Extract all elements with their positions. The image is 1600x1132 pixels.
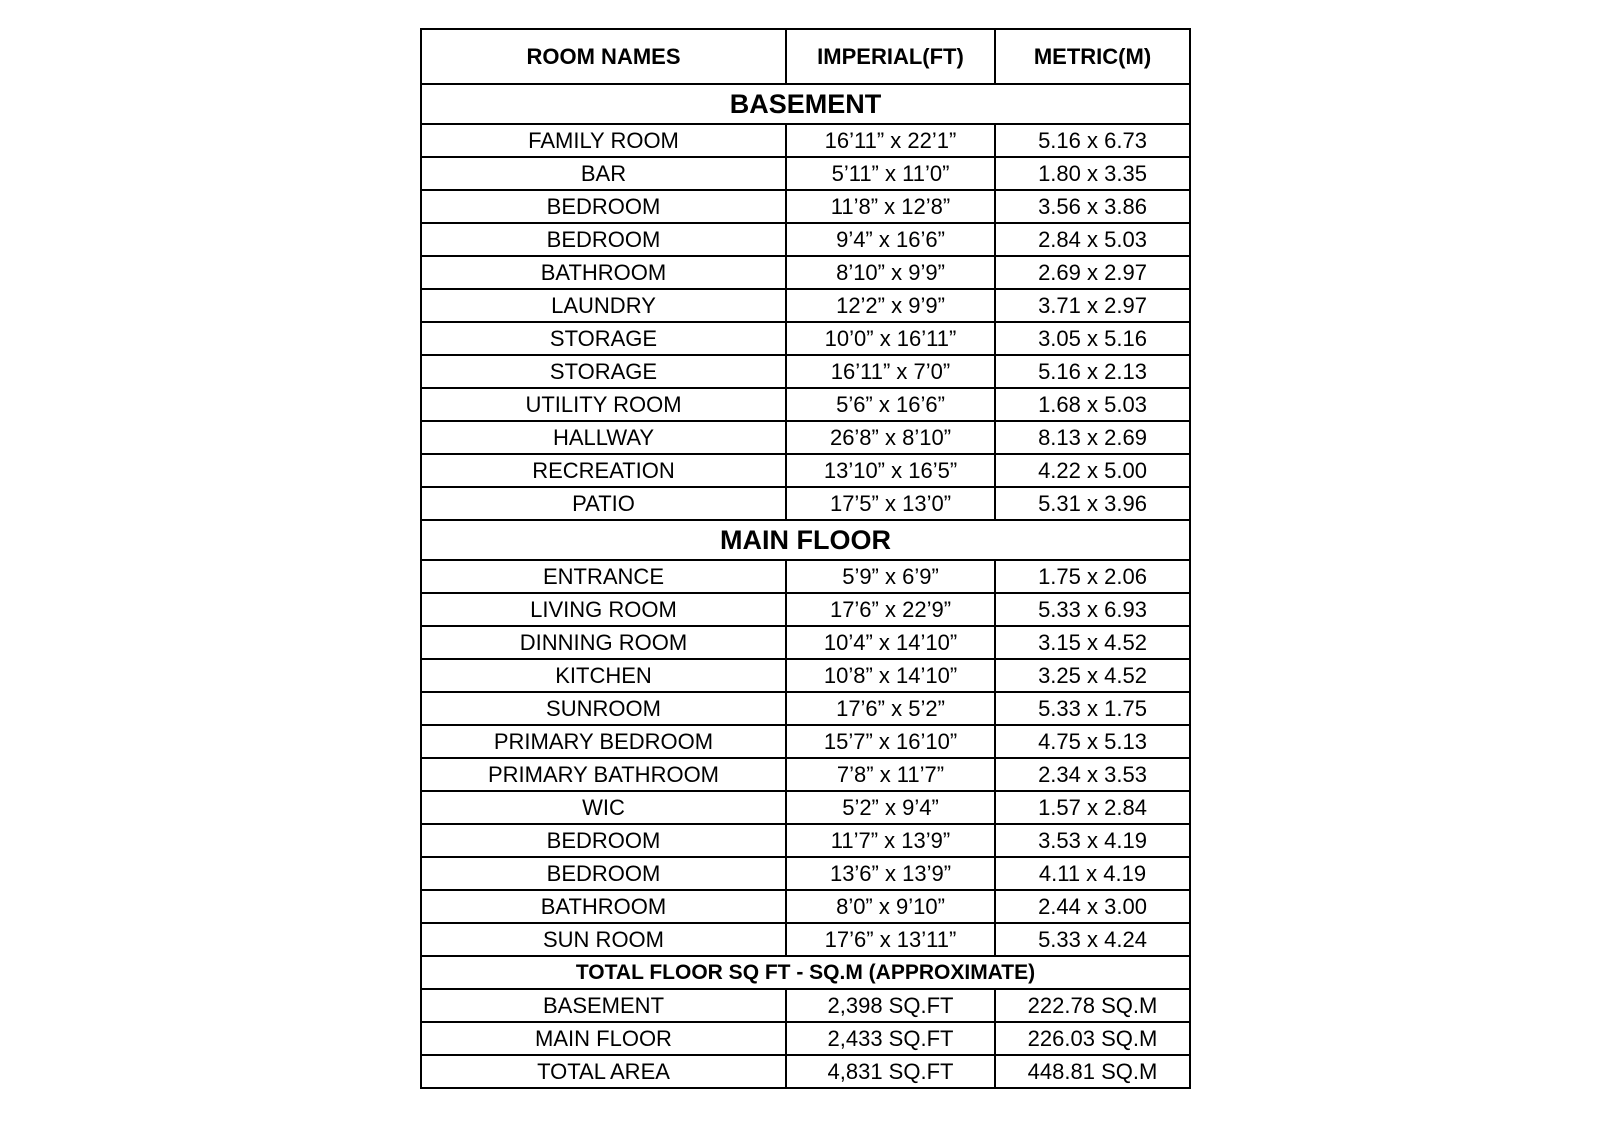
header-metric: METRIC(M): [995, 29, 1190, 84]
table-row: [421, 355, 1190, 388]
metric-dimension: 3.05 x 5.16: [995, 322, 1190, 355]
table-row: [421, 923, 1190, 956]
total-metric: 222.78 SQ.M: [995, 989, 1190, 1022]
total-metric: 226.03 SQ.M: [995, 1022, 1190, 1055]
total-label: BASEMENT: [421, 989, 786, 1022]
totals-row: [421, 1055, 1190, 1088]
metric-dimension: 5.16 x 6.73: [995, 124, 1190, 157]
table-row: [421, 824, 1190, 857]
section-title-totals: TOTAL FLOOR SQ FT - SQ.M (APPROXIMATE): [421, 956, 1190, 989]
table-row: [421, 890, 1190, 923]
table-row: [421, 157, 1190, 190]
room-name: STORAGE: [421, 355, 786, 388]
metric-dimension: 5.33 x 1.75: [995, 692, 1190, 725]
total-label: MAIN FLOOR: [421, 1022, 786, 1055]
metric-dimension: 2.34 x 3.53: [995, 758, 1190, 791]
table-row: [421, 124, 1190, 157]
total-imperial: 2,398 SQ.FT: [786, 989, 995, 1022]
room-name: PRIMARY BATHROOM: [421, 758, 786, 791]
table-row: [421, 791, 1190, 824]
header-row: [421, 29, 1190, 84]
metric-dimension: 2.44 x 3.00: [995, 890, 1190, 923]
metric-dimension: 1.75 x 2.06: [995, 560, 1190, 593]
table-row: [421, 758, 1190, 791]
imperial-dimension: 7’8” x 11’7”: [786, 758, 995, 791]
metric-dimension: 3.53 x 4.19: [995, 824, 1190, 857]
room-name: SUN ROOM: [421, 923, 786, 956]
imperial-dimension: 12’2” x 9’9”: [786, 289, 995, 322]
room-name: PATIO: [421, 487, 786, 520]
room-name: RECREATION: [421, 454, 786, 487]
room-name: PRIMARY BEDROOM: [421, 725, 786, 758]
metric-dimension: 3.56 x 3.86: [995, 190, 1190, 223]
metric-dimension: 1.68 x 5.03: [995, 388, 1190, 421]
metric-dimension: 8.13 x 2.69: [995, 421, 1190, 454]
room-name: FAMILY ROOM: [421, 124, 786, 157]
imperial-dimension: 5’2” x 9’4”: [786, 791, 995, 824]
section-row-basement: [421, 84, 1190, 124]
metric-dimension: 3.15 x 4.52: [995, 626, 1190, 659]
room-name: WIC: [421, 791, 786, 824]
imperial-dimension: 17’6” x 22’9”: [786, 593, 995, 626]
room-dimensions-table: [420, 28, 1191, 1089]
totals-row: [421, 989, 1190, 1022]
table-row: [421, 421, 1190, 454]
table-row: [421, 487, 1190, 520]
room-name: KITCHEN: [421, 659, 786, 692]
table-row: [421, 593, 1190, 626]
room-name: BEDROOM: [421, 824, 786, 857]
table-row: [421, 388, 1190, 421]
table-row: [421, 256, 1190, 289]
metric-dimension: 4.11 x 4.19: [995, 857, 1190, 890]
room-name: HALLWAY: [421, 421, 786, 454]
imperial-dimension: 17’5” x 13’0”: [786, 487, 995, 520]
table-row: [421, 857, 1190, 890]
room-name: BEDROOM: [421, 190, 786, 223]
table-row: [421, 626, 1190, 659]
header-imperial: IMPERIAL(FT): [786, 29, 995, 84]
room-name: SUNROOM: [421, 692, 786, 725]
metric-dimension: 5.33 x 6.93: [995, 593, 1190, 626]
room-name: BAR: [421, 157, 786, 190]
total-label: TOTAL AREA: [421, 1055, 786, 1088]
imperial-dimension: 8’0” x 9’10”: [786, 890, 995, 923]
imperial-dimension: 16’11” x 22’1”: [786, 124, 995, 157]
imperial-dimension: 17’6” x 5’2”: [786, 692, 995, 725]
metric-dimension: 3.71 x 2.97: [995, 289, 1190, 322]
table-row: [421, 322, 1190, 355]
section-row-main-floor: [421, 520, 1190, 560]
metric-dimension: 2.84 x 5.03: [995, 223, 1190, 256]
total-imperial: 4,831 SQ.FT: [786, 1055, 995, 1088]
metric-dimension: 1.80 x 3.35: [995, 157, 1190, 190]
totals-row: [421, 1022, 1190, 1055]
section-title-basement: BASEMENT: [421, 84, 1190, 124]
room-name: DINNING ROOM: [421, 626, 786, 659]
room-name: BATHROOM: [421, 890, 786, 923]
total-metric: 448.81 SQ.M: [995, 1055, 1190, 1088]
room-name: LAUNDRY: [421, 289, 786, 322]
table-body: [421, 84, 1190, 1088]
imperial-dimension: 13’10” x 16’5”: [786, 454, 995, 487]
imperial-dimension: 10’0” x 16’11”: [786, 322, 995, 355]
imperial-dimension: 8’10” x 9’9”: [786, 256, 995, 289]
imperial-dimension: 5’11” x 11’0”: [786, 157, 995, 190]
room-name: BEDROOM: [421, 223, 786, 256]
table-row: [421, 190, 1190, 223]
section-row-totals: [421, 956, 1190, 989]
metric-dimension: 5.33 x 4.24: [995, 923, 1190, 956]
room-name: BATHROOM: [421, 256, 786, 289]
room-name: BEDROOM: [421, 857, 786, 890]
table-row: [421, 692, 1190, 725]
metric-dimension: 2.69 x 2.97: [995, 256, 1190, 289]
imperial-dimension: 11’8” x 12’8”: [786, 190, 995, 223]
imperial-dimension: 16’11” x 7’0”: [786, 355, 995, 388]
imperial-dimension: 5’6” x 16’6”: [786, 388, 995, 421]
metric-dimension: 4.75 x 5.13: [995, 725, 1190, 758]
imperial-dimension: 17’6” x 13’11”: [786, 923, 995, 956]
table-row: [421, 560, 1190, 593]
section-title-main-floor: MAIN FLOOR: [421, 520, 1190, 560]
room-name: UTILITY ROOM: [421, 388, 786, 421]
table-row: [421, 289, 1190, 322]
header-room-names: ROOM NAMES: [421, 29, 786, 84]
table-row: [421, 454, 1190, 487]
imperial-dimension: 9’4” x 16’6”: [786, 223, 995, 256]
metric-dimension: 5.16 x 2.13: [995, 355, 1190, 388]
total-imperial: 2,433 SQ.FT: [786, 1022, 995, 1055]
table-row: [421, 725, 1190, 758]
metric-dimension: 3.25 x 4.52: [995, 659, 1190, 692]
table-row: [421, 223, 1190, 256]
metric-dimension: 4.22 x 5.00: [995, 454, 1190, 487]
imperial-dimension: 13’6” x 13’9”: [786, 857, 995, 890]
room-name: STORAGE: [421, 322, 786, 355]
imperial-dimension: 11’7” x 13’9”: [786, 824, 995, 857]
imperial-dimension: 26’8” x 8’10”: [786, 421, 995, 454]
table-row: [421, 659, 1190, 692]
metric-dimension: 5.31 x 3.96: [995, 487, 1190, 520]
imperial-dimension: 10’4” x 14’10”: [786, 626, 995, 659]
metric-dimension: 1.57 x 2.84: [995, 791, 1190, 824]
imperial-dimension: 10’8” x 14’10”: [786, 659, 995, 692]
room-name: ENTRANCE: [421, 560, 786, 593]
imperial-dimension: 5’9” x 6’9”: [786, 560, 995, 593]
room-name: LIVING ROOM: [421, 593, 786, 626]
imperial-dimension: 15’7” x 16’10”: [786, 725, 995, 758]
